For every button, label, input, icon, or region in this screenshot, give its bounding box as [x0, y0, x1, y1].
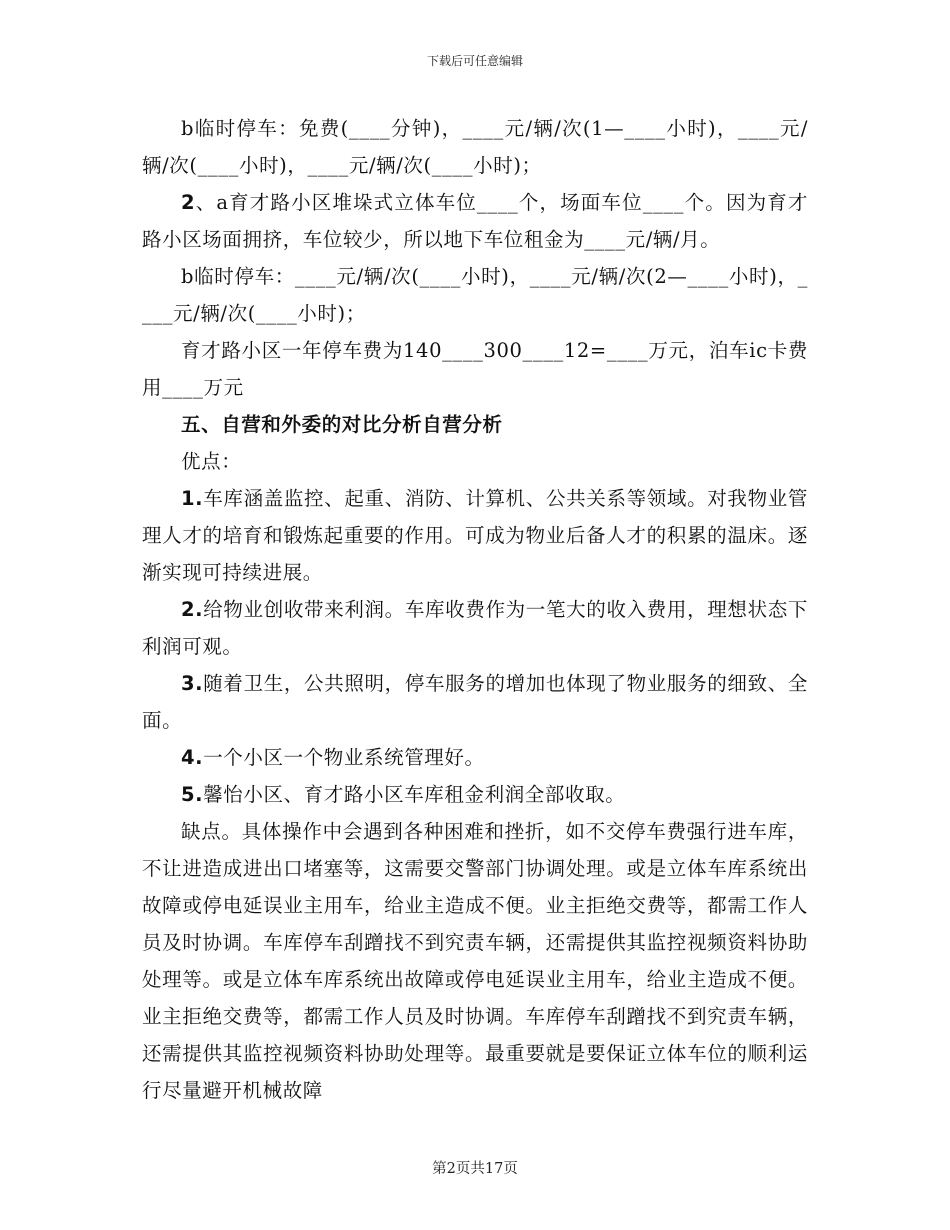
advantages-label	[142, 443, 808, 480]
disadvantages-paragraph	[142, 813, 808, 1109]
document-body	[142, 110, 808, 1109]
page-header: 下载后可任意编辑	[426, 54, 523, 68]
list-number: 5.	[181, 783, 204, 806]
list-item-text: 馨怡小区、育才路小区车库租金利润全部收取。	[203, 783, 626, 806]
paragraph-text: b临时停车：____元/辆/次(____小时)，____元/辆/次(2—____小时)，____元/辆/次(____小时)；	[142, 265, 808, 325]
section-heading	[142, 406, 808, 443]
paragraph-text: b临时停车：免费(____分钟)，____元/辆/次(1—____小时)，____元/辆/次(____小时)，____元/辆/次(____小时)；	[142, 117, 808, 177]
page-footer: 第2页共17页	[432, 1161, 518, 1177]
list-item-text: 随着卫生，公共照明，停车服务的增加也体现了物业服务的细致、全面。	[142, 672, 808, 732]
paragraph-1	[142, 110, 808, 184]
advantage-item-1	[142, 480, 808, 591]
advantage-item-3	[142, 665, 808, 739]
paragraph-text: 缺点。具体操作中会遇到各种困难和挫折，如不交停车费强行进车库，不让进造成进出口堵塞等，这需要交警部门协调处理。或是立体车库系统出故障或停电延误业主用车，给业主造成不便。业主拒绝交费等，都需工作人员及时协调。车库停车刮蹭找不到究责车辆，还需提供其监控视频资料协助处理等。或是立体车库系统出故障或停电延误业主用车，给业主造成不便。业主拒绝交费等，都需工作人员及时协调。车库停车刮蹭找不到究责车辆，还需提供其监控视频资料协助处理等。最重要就是要保证立体车位的顺利运行尽量避开机械故障	[142, 820, 808, 1102]
advantages-label-text: 优点：	[181, 450, 242, 473]
list-item-text: 车库涵盖监控、起重、消防、计算机、公共关系等领域。对我物业管理人才的培育和锻炼起重要的作用。可成为物业后备人才的积累的温床。逐渐实现可持续进展。	[142, 487, 808, 584]
paragraph-4	[142, 332, 808, 406]
advantage-item-5	[142, 776, 808, 813]
paragraph-text: 、a育才路小区堆垛式立体车位____个，场面车位____个。因为育才路小区场面拥挤，车位较少，所以地下车位租金为____元/辆/月。	[142, 191, 808, 251]
advantage-item-4	[142, 739, 808, 776]
list-number: 2.	[181, 598, 204, 621]
list-number: 4.	[181, 746, 204, 769]
section-heading-text: 五、自营和外委的对比分析自营分析	[181, 413, 503, 436]
advantage-item-2	[142, 591, 808, 665]
paragraph-3	[142, 258, 808, 332]
paragraph-number: 2	[181, 191, 196, 214]
list-number: 1.	[181, 487, 204, 510]
list-item-text: 一个小区一个物业系统管理好。	[203, 746, 485, 769]
list-item-text: 给物业创收带来利润。车库收费作为一笔大的收入费用，理想状态下利润可观。	[142, 598, 808, 658]
paragraph-2	[142, 184, 808, 258]
paragraph-text: 育才路小区一年停车费为140____300____12=____万元，泊车ic卡费用____万元	[142, 339, 808, 399]
list-number: 3.	[181, 672, 204, 695]
